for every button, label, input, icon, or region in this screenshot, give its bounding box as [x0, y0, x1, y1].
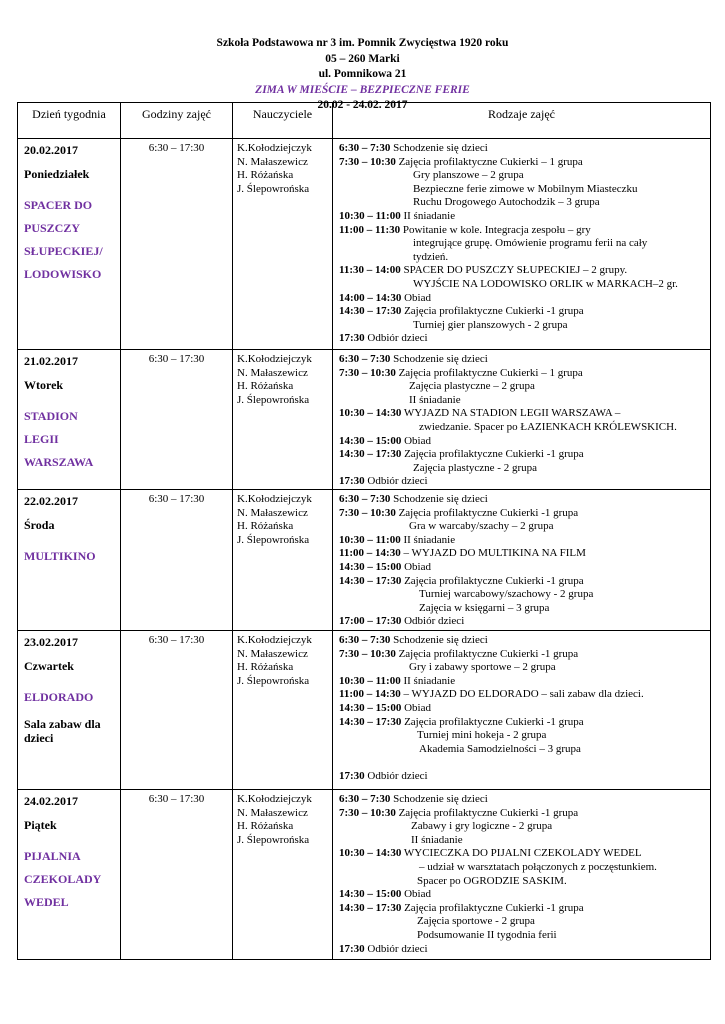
activity-line	[339, 196, 710, 210]
activity-line	[339, 634, 710, 648]
activity-time: 17:30	[339, 332, 365, 345]
program-dates: 20.02 - 24.02. 2017	[317, 99, 408, 111]
activity-desc: Ruchu Drogowego Autochodzik – 3 grupa	[413, 196, 600, 209]
activity-line	[339, 615, 710, 629]
col-header-teachers: Nauczyciele	[233, 103, 333, 139]
activity-time: 7:30 – 10:30	[339, 366, 396, 379]
activity-line	[339, 847, 710, 861]
activity-desc: Odbiór dzieci	[367, 332, 428, 345]
activity-time: 14:30 – 17:30	[339, 715, 402, 728]
activity-line	[339, 943, 710, 957]
day-cell	[18, 139, 121, 350]
activity-line	[339, 507, 710, 521]
col-header-day: Dzień tygodnia	[18, 103, 121, 139]
day-trip	[24, 686, 114, 709]
table-header-row	[18, 103, 711, 139]
activity-time: 6:30 – 7:30	[339, 493, 391, 505]
activity-line	[339, 588, 710, 602]
activity-time: 14:30 – 17:30	[339, 448, 402, 461]
activity-line	[339, 394, 710, 408]
col-header-activities: Rodzaje zajęć	[333, 103, 711, 139]
activity-line	[339, 224, 710, 238]
teacher-name: J. Ślepowrońska	[237, 833, 310, 846]
day-trip	[24, 194, 114, 286]
activity-line	[339, 237, 710, 251]
schedule-table	[17, 102, 711, 960]
activity-line	[339, 561, 710, 575]
trip-line: PIJALNIA	[24, 849, 81, 864]
activity-line	[339, 661, 710, 675]
activity-desc: Zajęcia profilaktyczne Cukierki -1 grupa	[404, 901, 584, 914]
table-row	[18, 631, 711, 790]
activity-line	[339, 575, 710, 589]
hours-cell: 6:30 – 17:30	[121, 631, 233, 790]
table-row	[18, 139, 711, 350]
trip-line: PUSZCZY	[24, 221, 81, 236]
col-header-hours: Godziny zajęć	[121, 103, 233, 139]
teachers-cell	[233, 350, 333, 490]
activity-desc: Schodzenie się dzieci	[393, 353, 488, 365]
activity-desc: integrujące grupę. Omówienie programu ferii na cały	[413, 237, 648, 250]
activity-desc: Zajęcia plastyczne - 2 grupa	[413, 461, 537, 474]
activity-desc: Zajęcia w księgarni – 3 grupa	[419, 601, 550, 614]
activity-line	[339, 702, 710, 716]
day-name: Czwartek	[24, 658, 74, 673]
activity-time: 10:30 – 14:30	[339, 407, 402, 420]
hours-cell: 6:30 – 17:30	[121, 350, 233, 490]
activity-desc: zwiedzanie. Spacer po ŁAZIENKACH KRÓLEWSKICH.	[419, 420, 677, 433]
activity-desc: tydzień.	[413, 250, 449, 263]
activity-time: 11:30 – 14:00	[339, 264, 401, 277]
activity-time: 7:30 – 10:30	[339, 155, 396, 168]
activity-desc: – udział w warsztatach połączonych z poczęstunkiem.	[419, 860, 657, 873]
activity-desc: Gry planszowe – 2 grupa	[413, 169, 524, 182]
activity-desc: Podsumowanie II tygodnia ferii	[417, 928, 557, 941]
activity-time: 10:30 – 14:30	[339, 847, 402, 860]
teacher-name: J. Ślepowrońska	[237, 393, 310, 406]
activity-desc: Zajęcia profilaktyczne Cukierki -1 grupa	[404, 305, 584, 318]
activity-time: 6:30 – 7:30	[339, 353, 391, 365]
activity-desc: Zabawy i gry logiczne - 2 grupa	[411, 820, 553, 833]
activity-line	[339, 902, 710, 916]
activity-line	[339, 332, 710, 346]
teacher-name: N. Małaszewicz	[237, 506, 308, 519]
activity-desc: Gra w warcaby/szachy – 2 grupa	[409, 520, 554, 533]
activity-line	[339, 462, 710, 476]
activity-line	[339, 292, 710, 306]
activity-desc: Obiad	[404, 291, 431, 304]
activity-line	[339, 675, 710, 689]
trip-line: SPACER DO	[24, 198, 93, 213]
trip-line: WEDEL	[24, 895, 69, 910]
trip-line: WARSZAWA	[24, 455, 94, 470]
activity-line	[339, 169, 710, 183]
activity-desc: Zajęcia profilaktyczne Cukierki – 1 grupa	[398, 155, 583, 168]
trip-line: SŁUPECKIEJ/	[24, 244, 103, 259]
activity-desc: Zajęcia profilaktyczne Cukierki – 1 grupa	[398, 366, 583, 379]
activity-desc: Powitanie w kole. Integracja zespołu – gry	[402, 223, 591, 236]
teacher-name: K.Kołodziejczyk	[237, 793, 312, 805]
program-theme: ZIMA W MIEŚCIE – BEZPIECZNE FERIE	[255, 83, 470, 96]
activity-time: 17:30	[339, 942, 365, 955]
day-date: 20.02.2017	[24, 143, 78, 157]
activity-desc: Turniej mini hokeja - 2 grupa	[417, 729, 547, 742]
activity-line	[339, 888, 710, 902]
day-date: 23.02.2017	[24, 635, 78, 649]
activity-line	[339, 475, 710, 489]
teacher-name: J. Ślepowrońska	[237, 533, 310, 546]
activity-line	[339, 534, 710, 548]
day-name: Środa	[24, 517, 55, 532]
day-trip	[24, 845, 114, 914]
activity-time: 17:00 – 17:30	[339, 615, 402, 628]
activity-desc: WYCIECZKA DO PIJALNI CZEKOLADY WEDEL	[403, 847, 642, 860]
trip-line: MULTIKINO	[24, 549, 96, 564]
teacher-name: K.Kołodziejczyk	[237, 634, 312, 646]
activity-time: 7:30 – 10:30	[339, 506, 396, 519]
activity-desc: Obiad	[404, 701, 431, 714]
activity-line	[339, 716, 710, 730]
activity-line	[339, 756, 710, 770]
activity-line	[339, 770, 710, 784]
activity-line	[339, 367, 710, 381]
trip-line: LODOWISKO	[24, 267, 102, 282]
activity-desc: Obiad	[404, 888, 431, 901]
school-name: Szkoła Podstawowa nr 3 im. Pomnik Zwycięstwa 1920 roku	[216, 37, 509, 49]
teacher-name: N. Małaszewicz	[237, 806, 308, 819]
activity-desc: Zajęcia profilaktyczne Cukierki -1 grupa	[398, 647, 579, 660]
activity-line	[339, 380, 710, 394]
activity-time: 14:30 – 15:00	[339, 888, 402, 901]
teacher-name: N. Małaszewicz	[237, 647, 308, 660]
table-row	[18, 490, 711, 631]
activity-line	[339, 875, 710, 889]
activity-desc: Schodzenie się dzieci	[393, 493, 488, 505]
activity-time: 17:30	[339, 475, 365, 488]
day-date: 21.02.2017	[24, 354, 78, 368]
activity-line	[339, 251, 710, 265]
day-trip	[24, 405, 114, 474]
activity-desc: Turniej gier planszowych - 2 grupa	[413, 318, 568, 331]
day-date: 24.02.2017	[24, 794, 78, 808]
trip-line: ELDORADO	[24, 690, 94, 705]
activity-desc: II śniadanie	[411, 833, 463, 846]
activity-line	[339, 305, 710, 319]
activity-time: 10:30 – 11:00	[339, 674, 401, 687]
activity-desc: Zajęcia profilaktyczne Cukierki -1 grupa	[404, 574, 584, 587]
activity-desc: II śniadanie	[403, 674, 456, 687]
teachers-cell	[233, 631, 333, 790]
activity-line	[339, 648, 710, 662]
activity-time: 14:30 – 17:30	[339, 305, 402, 318]
trip-line: STADION	[24, 409, 78, 424]
teacher-name: H. Różańska	[237, 661, 294, 674]
activity-desc: Odbiór dzieci	[367, 942, 428, 955]
activity-line	[339, 743, 710, 757]
activity-line	[339, 183, 710, 197]
activity-line	[339, 278, 710, 292]
teacher-name: H. Różańska	[237, 820, 294, 833]
activity-desc: Akademia Samodzielności – 3 grupa	[419, 742, 581, 755]
activity-time: 6:30 – 7:30	[339, 634, 391, 646]
teacher-name: H. Różańska	[237, 520, 294, 533]
hours-cell: 6:30 – 17:30	[121, 139, 233, 350]
activity-desc: Zajęcia plastyczne – 2 grupa	[409, 380, 535, 393]
schedule-body	[18, 139, 711, 960]
activity-desc: Obiad	[404, 434, 431, 447]
activity-time: 7:30 – 10:30	[339, 647, 396, 660]
teacher-name: H. Różańska	[237, 380, 294, 393]
hours-cell: 6:30 – 17:30	[121, 490, 233, 631]
activity-desc: Odbiór dzieci	[367, 769, 428, 782]
activity-line	[339, 520, 710, 534]
day-date: 22.02.2017	[24, 494, 78, 508]
activity-line	[339, 547, 710, 561]
school-street: ul. Pomnikowa 21	[318, 68, 407, 80]
teacher-name: K.Kołodziejczyk	[237, 493, 312, 505]
trip-line: LEGII	[24, 432, 59, 447]
activity-line	[339, 210, 710, 224]
activity-time: 11:00 – 14:30	[339, 547, 401, 560]
activities-cell	[333, 139, 711, 350]
activity-desc: WYJAZD NA STADION LEGII WARSZAWA –	[403, 407, 621, 420]
hours-cell: 6:30 – 17:30	[121, 790, 233, 960]
activity-line	[339, 142, 710, 156]
activity-desc: Gry i zabawy sportowe – 2 grupa	[409, 661, 556, 674]
activity-line	[339, 861, 710, 875]
activities-cell	[333, 350, 711, 490]
activity-time: 10:30 – 11:00	[339, 209, 401, 222]
activity-line	[339, 793, 710, 807]
teachers-cell	[233, 139, 333, 350]
activity-desc: Odbiór dzieci	[367, 475, 428, 488]
school-postcode: 05 – 260 Marki	[325, 52, 400, 65]
activity-line	[339, 353, 710, 367]
day-extra-note: Sala zabaw dla dzieci	[24, 717, 101, 746]
activity-line	[339, 729, 710, 743]
day-cell	[18, 350, 121, 490]
activity-line	[339, 421, 710, 435]
teacher-name: H. Różańska	[237, 169, 294, 182]
trip-line: CZEKOLADY	[24, 872, 102, 887]
teachers-cell	[233, 790, 333, 960]
activity-desc: II śniadanie	[409, 393, 461, 406]
activity-time: 6:30 – 7:30	[339, 142, 391, 154]
day-name: Poniedziałek	[24, 166, 90, 181]
activity-desc: II śniadanie	[403, 209, 456, 222]
activity-time: 11:00 – 14:30	[339, 688, 401, 701]
activities-cell	[333, 631, 711, 790]
activity-line	[339, 807, 710, 821]
activity-line	[339, 264, 710, 278]
activity-desc: Turniej warcabowy/szachowy - 2 grupa	[419, 588, 594, 601]
activity-line	[339, 493, 710, 507]
activity-desc: WYJŚCIE NA LODOWISKO ORLIK w MARKACH–2 gr.	[413, 277, 678, 290]
activity-line	[339, 319, 710, 333]
activity-desc: Zajęcia profilaktyczne Cukierki -1 grupa	[398, 806, 579, 819]
activity-line	[339, 448, 710, 462]
activity-time: 14:00 – 14:30	[339, 291, 402, 304]
day-cell	[18, 631, 121, 790]
activity-desc: Odbiór dzieci	[404, 615, 465, 628]
activity-desc: – WYJAZD DO MULTIKINA NA FILM	[403, 547, 586, 560]
activity-line	[339, 688, 710, 702]
activity-desc: Zajęcia sportowe - 2 grupa	[417, 915, 535, 928]
activity-line	[339, 435, 710, 449]
teachers-cell	[233, 490, 333, 631]
activities-cell	[333, 790, 711, 960]
day-cell	[18, 490, 121, 631]
activity-desc: SPACER DO PUSZCZY SŁUPECKIEJ – 2 grupy.	[403, 264, 628, 277]
table-row	[18, 790, 711, 960]
activity-line	[339, 602, 710, 616]
activity-time: 14:30 – 15:00	[339, 701, 402, 714]
teacher-name: K.Kołodziejczyk	[237, 353, 312, 365]
activity-time: 14:30 – 15:00	[339, 434, 402, 447]
activity-time: 14:30 – 17:30	[339, 901, 402, 914]
day-cell	[18, 790, 121, 960]
activity-desc: Zajęcia profilaktyczne Cukierki -1 grupa	[404, 448, 584, 461]
activity-line	[339, 929, 710, 943]
day-name: Piątek	[24, 817, 57, 832]
activity-time: 7:30 – 10:30	[339, 806, 396, 819]
day-trip	[24, 545, 114, 568]
activity-line	[339, 915, 710, 929]
teacher-name: N. Małaszewicz	[237, 155, 308, 168]
activity-desc: Schodzenie się dzieci	[393, 634, 488, 646]
activity-desc: II śniadanie	[403, 533, 456, 546]
activity-time: 10:30 – 11:00	[339, 533, 401, 546]
activity-time: 6:30 – 7:30	[339, 793, 391, 805]
activity-desc: Spacer po OGRODZIE SASKIM.	[417, 874, 567, 887]
activity-desc: Obiad	[404, 560, 431, 573]
activity-time: 17:30	[339, 769, 365, 782]
teacher-name: N. Małaszewicz	[237, 366, 308, 379]
activity-time: 14:30 – 17:30	[339, 574, 402, 587]
table-row	[18, 350, 711, 490]
day-name: Wtorek	[24, 377, 64, 392]
activity-desc: – WYJAZD DO ELDORADO – sali zabaw dla dzieci.	[403, 688, 644, 701]
teacher-name: K.Kołodziejczyk	[237, 142, 312, 154]
activity-line	[339, 820, 710, 834]
activity-desc: Zajęcia profilaktyczne Cukierki -1 grupa	[398, 506, 579, 519]
teacher-name: J. Ślepowrońska	[237, 674, 310, 687]
activity-time: 11:00 – 11:30	[339, 223, 401, 236]
activity-line	[339, 834, 710, 848]
activity-desc: Zajęcia profilaktyczne Cukierki -1 grupa	[404, 715, 584, 728]
activity-desc: Schodzenie się dzieci	[393, 793, 488, 805]
activities-cell	[333, 490, 711, 631]
activity-time: 14:30 – 15:00	[339, 560, 402, 573]
teacher-name: J. Ślepowrońska	[237, 182, 310, 195]
activity-desc: Bezpieczne ferie zimowe w Mobilnym Miasteczku	[413, 182, 638, 195]
activity-desc: Schodzenie się dzieci	[393, 142, 488, 154]
activity-line	[339, 407, 710, 421]
activity-line	[339, 156, 710, 170]
